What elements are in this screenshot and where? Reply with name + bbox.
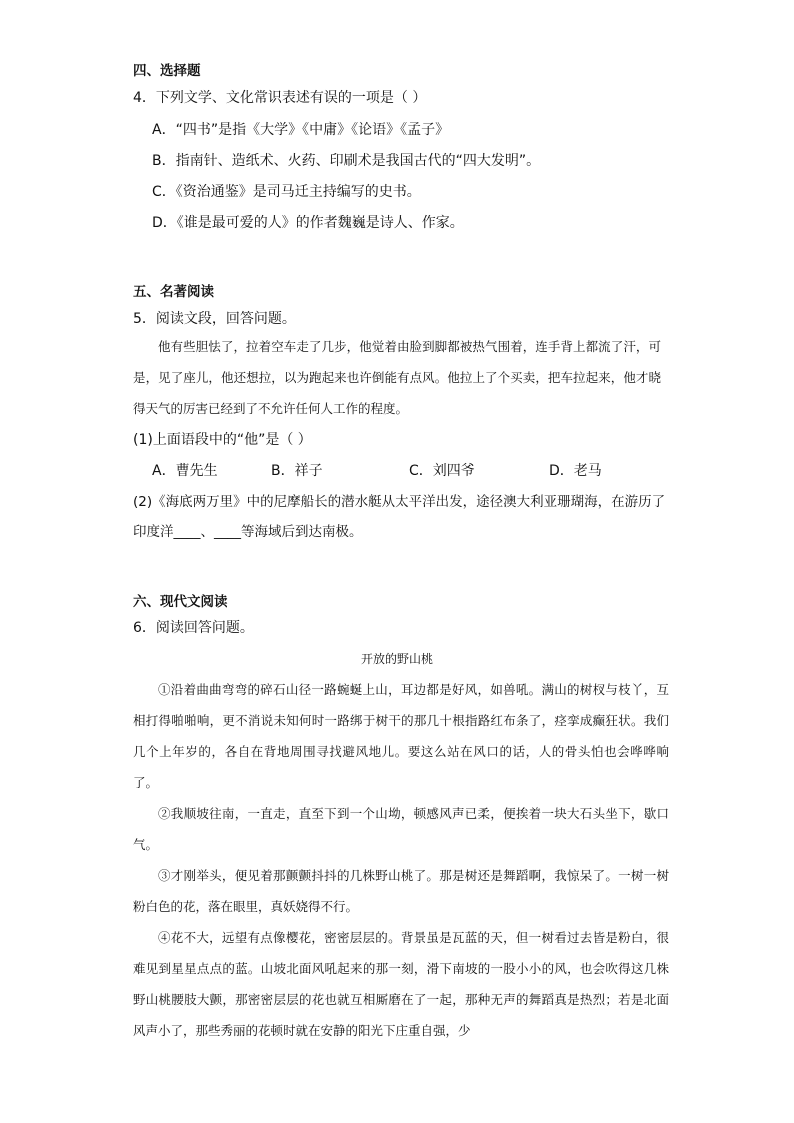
q6-paragraph-1: ①沿着曲曲弯弯的碎石山径一路蜿蜒上山，耳边都是好风，如兽吼。满山的树杈与枝丫，互相打得啪啪响，更不消说未知何时一路绑于树干的那几十根指路红布条了，痉挛成癫狂状。我们几个上年岁的，各自在背地周围寻找避风地儿。要这么站在风口的话，人的骨头怕也会哗哗响了。	[133, 682, 669, 790]
q5-passage	[133, 331, 661, 424]
q4-option-d: D．《谁是最可爱的人》的作者魏巍是诗人、作家。	[152, 215, 464, 231]
passage-title: 开放的野山桃	[360, 652, 433, 666]
section4-header: 四、选择题	[133, 63, 201, 79]
q5-passage-text: 他有些胆怯了，拉着空车走了几步，他觉着由脸到脚都被热气围着，连手背上都流了汗，可是，见了座儿，他还想拉，以为跑起来也许倒能有点风。他拉上了个买卖，把车拉起来，他才晓得天气的厉害已经到了不允许任何人工作的程度。	[133, 339, 661, 416]
question-5: 5．阅读文段，回答问题。	[133, 311, 296, 327]
q5-sub1: (1)上面语段中的“他”是（ ）	[133, 432, 312, 448]
q4-option-a: A．“四书”是指《大学》《中庸》《论语》《孟子》	[152, 122, 450, 138]
q4-option-c: C．《资治通鉴》是司马迁主持编写的史书。	[152, 184, 421, 200]
section6-header: 六、现代文阅读	[133, 594, 228, 610]
section5-header: 五、名著阅读	[133, 284, 214, 300]
q5-choice-b: B．祥子	[271, 463, 323, 479]
q5-choice-a: A．曹先生	[152, 463, 218, 479]
q6-passage	[133, 674, 669, 1046]
question-4: 4．下列文学、文化常识表述有误的一项是（ ）	[133, 90, 427, 106]
q6-paragraph-4: ④花不大，远望有点像樱花，密密层层的。背景虽是瓦蓝的天，但一树看过去皆是粉白，很难见到星星点点的蓝。山坡北面风吼起来的那一刻，滑下南坡的一股小小的风，也会吹得这几株野山桃腰肢大颤，那密密层层的花也就互相厮磨在了一起，那种无声的舞蹈真是热烈；若是北面风声小了，那些秀丽的花顿时就在安静的阳光下庄重自强，少	[133, 930, 669, 1038]
q4-option-b: B．指南针、造纸术、火药、印刷术是我国古代的“四大发明”。	[152, 153, 541, 169]
q5-choice-d: D．老马	[549, 463, 602, 479]
question-6: 6．阅读回答问题。	[133, 620, 254, 636]
q5-choice-c: C．刘四爷	[409, 463, 475, 479]
q5-sub2: (2)《海底两万里》中的尼摩船长的潜水艇从太平洋出发，途径澳大利亚珊瑚海，在游历了印度洋____、____等海域后到达南极。	[133, 494, 666, 540]
q6-paragraph-2: ②我顺坡往南，一直走，直至下到一个山坳，顿感风声已柔，便挨着一块大石头坐下，歇口气。	[133, 806, 669, 852]
q6-paragraph-3: ③才刚举头，便见着那颤颤抖抖的几株野山桃了。那是树还是舞蹈啊，我惊呆了。一树一树粉白色的花，落在眼里，真妖娆得不行。	[133, 868, 669, 914]
